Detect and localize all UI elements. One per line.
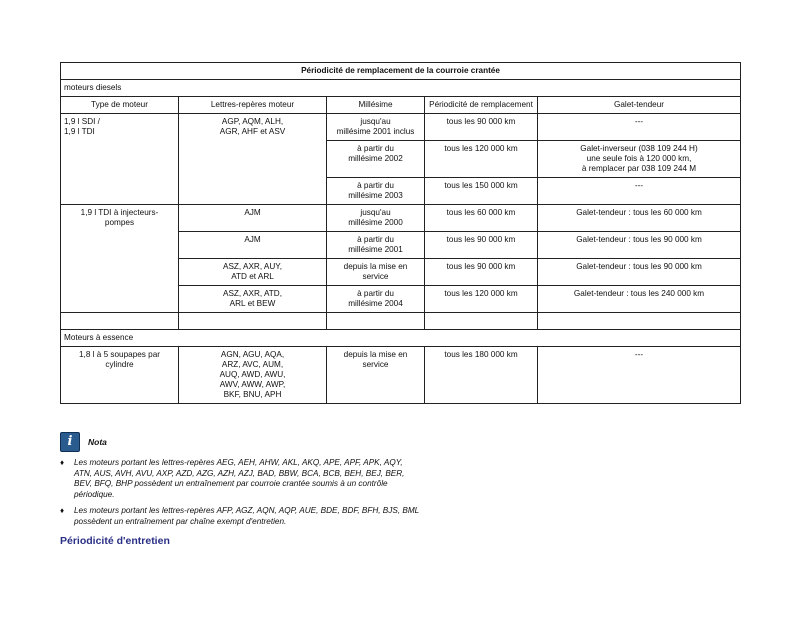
engine-type-line: 1,9 l SDI / <box>64 117 100 126</box>
model-year-cell <box>327 205 425 232</box>
model-year-line: millésime 2004 <box>348 299 403 308</box>
tensioner-cell: Galet-tendeur : tous les 60 000 km <box>538 205 741 232</box>
tensioner-cell: Galet-tendeur : tous les 90 000 km <box>538 259 741 286</box>
model-year-cell <box>327 347 425 404</box>
model-year-line: depuis la mise en <box>343 350 408 359</box>
empty-cell <box>425 313 538 330</box>
engine-letters-cell <box>179 286 327 313</box>
model-year-line: jusqu'au <box>360 208 391 217</box>
empty-cell <box>179 313 327 330</box>
model-year-line: millésime 2001 <box>348 245 403 254</box>
model-year-cell <box>327 286 425 313</box>
tensioner-cell: Galet-tendeur : tous les 90 000 km <box>538 232 741 259</box>
table-row <box>61 347 741 404</box>
empty-cell <box>327 313 425 330</box>
model-year-line: service <box>362 272 389 281</box>
note-title: Nota <box>88 436 107 447</box>
note-block <box>60 432 500 533</box>
diamond-bullet-icon: ♦ <box>60 506 65 515</box>
interval-cell: tous les 90 000 km <box>425 259 538 286</box>
tensioner-line: Galet-inverseur (038 109 244 H) <box>580 144 698 153</box>
engine-letters-cell <box>179 259 327 286</box>
engine-type-line: cylindre <box>105 360 134 369</box>
model-year-line: millésime 2001 inclus <box>336 127 415 136</box>
header-engine-letters: Lettres-repères moteur <box>179 97 327 114</box>
tensioner-cell: --- <box>538 347 741 404</box>
table-row <box>61 114 741 141</box>
model-year-line: service <box>362 360 389 369</box>
engine-letters-cell <box>179 114 327 205</box>
note-bullet-text <box>74 506 419 527</box>
document-body <box>60 62 740 404</box>
empty-cell <box>61 313 179 330</box>
note-line: Les moteurs portant les lettres-repères AFP, AGZ, AQN, AQP, AUE, BDE, BDF, BFH, BJS, BML <box>74 506 420 515</box>
engine-letters-line: ARZ, AVC, AUM, <box>221 360 284 369</box>
model-year-cell <box>327 259 425 286</box>
engine-letters-cell: AJM <box>179 205 327 232</box>
engine-letters-line: ASZ, AXR, AUY, <box>222 262 282 271</box>
note-line: périodique. <box>74 489 115 499</box>
header-interval-text: Périodicité de remplacement <box>429 100 533 109</box>
model-year-line: millésime 2003 <box>348 191 403 200</box>
model-year-cell <box>327 114 425 141</box>
petrol-section-row <box>61 330 741 347</box>
tensioner-cell: --- <box>538 178 741 205</box>
engine-type-cell <box>61 114 179 205</box>
tensioner-cell: Galet-tendeur : tous les 240 000 km <box>538 286 741 313</box>
interval-cell: tous les 120 000 km <box>425 286 538 313</box>
empty-row <box>61 313 741 330</box>
interval-cell: tous les 150 000 km <box>425 178 538 205</box>
interval-cell: tous les 120 000 km <box>425 141 538 178</box>
model-year-line: à partir du <box>357 144 394 153</box>
note-line: Les moteurs portant les lettres-repères AEG, AEH, AHW, AKL, AKQ, APE, APF, APK, AQY, <box>74 458 403 467</box>
header-tensioner: Galet-tendeur <box>538 97 741 114</box>
header-engine-type: Type de moteur <box>61 97 179 114</box>
empty-cell <box>538 313 741 330</box>
table-title: Périodicité de remplacement de la courroie crantée <box>61 63 741 80</box>
note-line: BEV, BFQ, BHP possèdent un entraînement par courroie crantée soumis à un contrôle <box>74 479 388 488</box>
engine-type-line: 1,8 l à 5 soupapes par <box>78 350 161 359</box>
model-year-line: à partir du <box>357 235 394 244</box>
model-year-line: à partir du <box>357 289 394 298</box>
note-line: possèdent un entraînement par chaîne exempt d'entretien. <box>74 516 287 526</box>
engine-letters-line: AWV, AWW, AWP, <box>219 380 286 389</box>
engine-letters-line: BKF, BNU, APH <box>223 390 282 399</box>
engine-letters-line: AGR, AHF et ASV <box>219 127 286 136</box>
tensioner-line: une seule fois à 120 000 km, <box>586 154 692 163</box>
model-year-line: jusqu'au <box>360 117 391 126</box>
header-model-year: Millésime <box>327 97 425 114</box>
table-row <box>61 205 741 232</box>
engine-letters-line: ATD et ARL <box>231 272 274 281</box>
tensioner-cell: --- <box>538 114 741 141</box>
interval-cell: tous les 60 000 km <box>425 205 538 232</box>
interval-cell: tous les 180 000 km <box>425 347 538 404</box>
note-header <box>60 432 500 452</box>
interval-cell: tous les 90 000 km <box>425 232 538 259</box>
engine-type-line: 1,9 l TDI à injecteurs- <box>80 208 159 217</box>
diesel-section-row <box>61 80 741 97</box>
engine-type-cell <box>61 205 179 313</box>
note-bullet <box>60 458 500 500</box>
diesel-section-label: moteurs diesels <box>61 80 741 97</box>
table-title-row <box>61 63 741 80</box>
engine-letters-cell <box>179 347 327 404</box>
note-bullet-text <box>74 458 404 500</box>
petrol-section-label: Moteurs à essence <box>61 330 741 347</box>
header-row <box>61 97 741 114</box>
diamond-bullet-icon: ♦ <box>60 458 65 467</box>
engine-letters-line: AGP, AQM, ALH, <box>221 117 284 126</box>
model-year-cell <box>327 232 425 259</box>
engine-letters-line: AGN, AGU, AQA, <box>220 350 285 359</box>
model-year-cell <box>327 141 425 178</box>
engine-letters-cell: AJM <box>179 232 327 259</box>
engine-letters-line: AUQ, AWD, AWU, <box>219 370 286 379</box>
model-year-cell <box>327 178 425 205</box>
timing-belt-table <box>60 62 741 404</box>
engine-type-line: 1,9 l TDI <box>64 127 95 136</box>
section-heading: Périodicité d'entretien <box>60 535 170 547</box>
model-year-line: millésime 2002 <box>348 154 403 163</box>
engine-type-line: pompes <box>104 218 135 227</box>
engine-letters-line: ASZ, AXR, ATD, <box>223 289 282 298</box>
model-year-line: depuis la mise en <box>343 262 408 271</box>
info-icon: i <box>60 432 80 452</box>
engine-type-cell <box>61 347 179 404</box>
interval-cell: tous les 90 000 km <box>425 114 538 141</box>
engine-letters-line: ARL et BEW <box>229 299 276 308</box>
tensioner-line: à remplacer par 038 109 244 M <box>581 164 697 173</box>
header-interval <box>425 97 538 114</box>
model-year-line: millésime 2000 <box>348 218 403 227</box>
tensioner-cell <box>538 141 741 178</box>
note-line: ATN, AUS, AVH, AVU, AXP, AZD, AZG, AZH, AZJ, BAD, BBW, BCA, BCB, BEH, BEJ, BER, <box>74 468 405 478</box>
note-bullet <box>60 506 500 527</box>
model-year-line: à partir du <box>357 181 394 190</box>
